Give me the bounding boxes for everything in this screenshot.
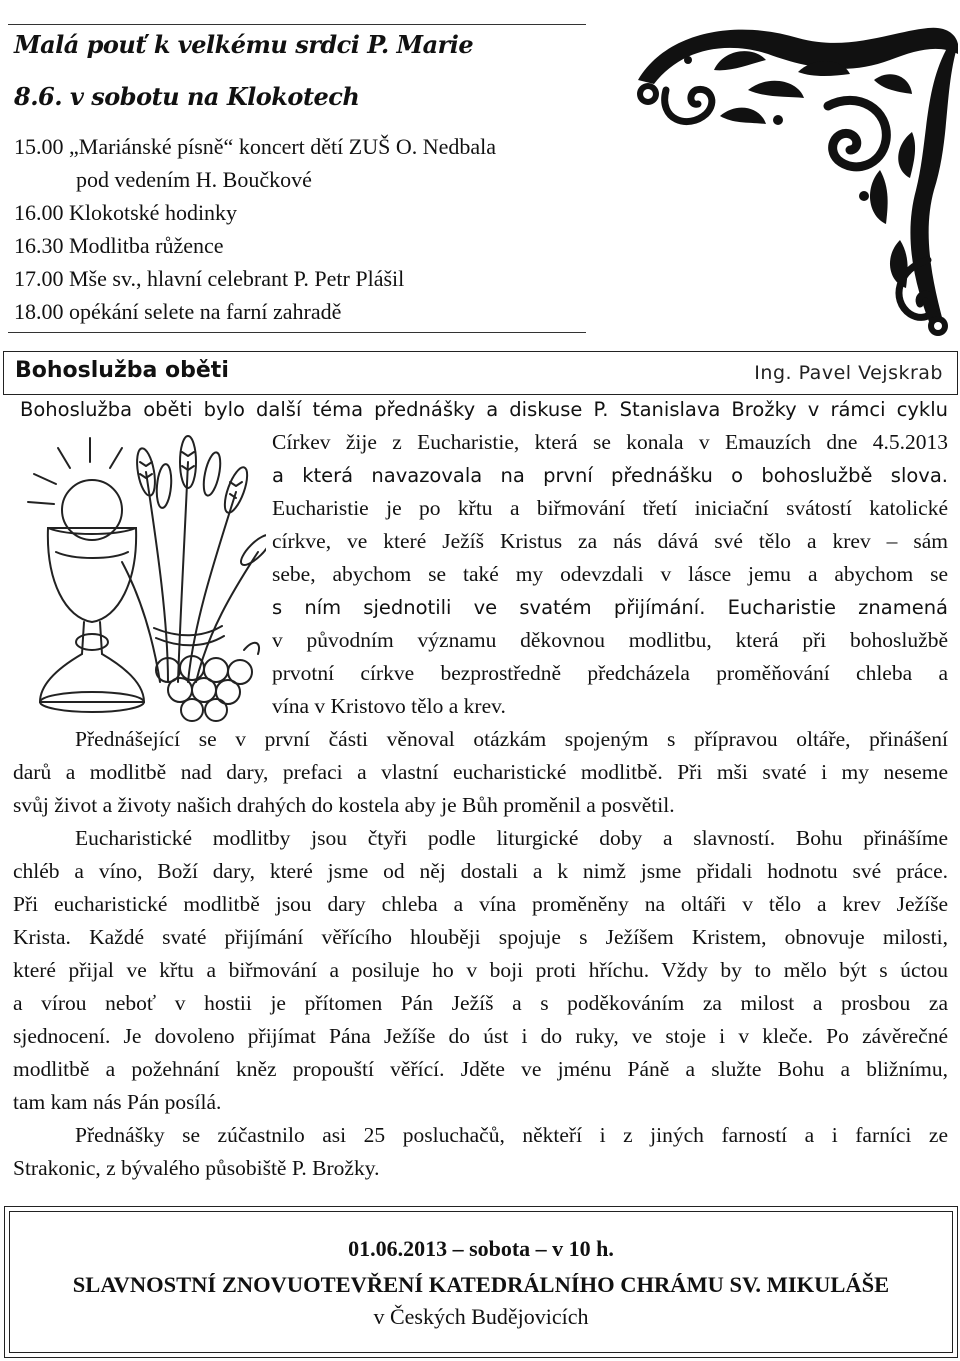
- section-header: [3, 351, 958, 395]
- article-line: církve, ve které Ježíš Kristus za nás dává své tělo a krev – sám: [272, 529, 948, 553]
- program-item: 15.00 „Mariánské písně“ koncert dětí ZUŠ O. Nedbala: [14, 134, 497, 159]
- program-item: 17.00 Mše sv., hlavní celebrant P. Petr Plášil: [14, 266, 405, 291]
- program-item: 18.00 opékání selete na farní zahradě: [14, 299, 342, 324]
- article-line: Církev žije z Eucharistie, která se konala v Emauzích dne 4.5.2013: [272, 430, 948, 454]
- article-line: svůj život a životy našich drahých do kostela aby je Bůh proměnil a posvětil.: [13, 793, 675, 817]
- article-line: Přednášející se v první části věnoval otázkám spojeným s přípravou oltáře, přinášení: [75, 727, 948, 751]
- article-line: darů a modlitbě nad dary, prefaci a vlastní eucharistické modlitbě. Při mši svaté i my neseme: [13, 760, 948, 784]
- article-line: a vírou neboť v hostii je přítomen Pán Ježíš a s poděkováním za milost a prosbou za: [13, 991, 948, 1015]
- section-author: Ing. Pavel Vejskrab: [754, 362, 943, 384]
- program-item: 16.00 Klokotské hodinky: [14, 200, 238, 225]
- article-line: Eucharistie je po křtu a biřmování třetí iniciační svátostí katolické: [272, 496, 948, 520]
- program-item: 16.30 Modlitba růžence: [14, 233, 224, 258]
- event-title: Malá pouť k velkému srdci P. Marie: [14, 30, 474, 59]
- article-line: Krista. Každé svaté přijímání věřícího hlouběji spojuje s Ježíšem Kristem, obnovuje milosti,: [13, 925, 948, 949]
- article-line: sebe, abychom se také my odevzdali v lásce jemu a abychom se: [272, 562, 948, 586]
- article-line: Strakonic, z bývalého působiště P. Brožky.: [13, 1156, 380, 1180]
- article-line: sjednocení. Je dovoleno přijímat Pána Ježíše do úst i do ruky, ve stoje i v kleče. Po závěrečné: [13, 1024, 948, 1048]
- announcement-headline: SLAVNOSTNÍ ZNOVUOTEVŘENÍ KATEDRÁLNÍHO CHRÁMU SV. MIKULÁŠE: [72, 1272, 890, 1297]
- article-line: prvotní církve bezprostředně předcházela proměňování chleba a: [272, 661, 948, 685]
- corner-flourish-icon: [628, 20, 960, 338]
- article-line: chléb a víno, Boží dary, které jsme od něj dostali a k nimž jsme přidali hodnotu své práce.: [13, 859, 948, 883]
- section-title: Bohoslužba oběti: [15, 358, 229, 383]
- article-line: s ním sjednotili ve svatém přijímání. Eucharistie znamená: [272, 596, 948, 619]
- article-line: Eucharistické modlitby jsou čtyři podle liturgické doby a slavností. Bohu přinášíme: [75, 826, 948, 850]
- article-line: Při eucharistické modlitbě jsou dary chleba a vína proměněny na oltáři v tělo a krev Ježíše: [13, 892, 948, 916]
- article-line: modlitbě a požehnání kněz propouští věřící. Jděte ve jménu Páně a služte Bohu a bližnímu,: [13, 1057, 948, 1081]
- article-line: tam kam nás Pán posílá.: [13, 1090, 222, 1114]
- article-line: a která navazovala na první přednášku o bohoslužbě slova.: [272, 464, 948, 487]
- announcement-place: v Českých Budějovicích: [373, 1304, 589, 1329]
- article-line: které přijal ve křtu a biřmování a posiluje ho v boji proti hříchu. Vždy by to mělo být s úctou: [13, 958, 948, 982]
- chalice-wheat-grapes-icon: [18, 432, 266, 724]
- announcement-box: [4, 1206, 958, 1358]
- program-item-continuation: [14, 163, 312, 196]
- announcement-date: 01.06.2013 – sobota – v 10 h.: [348, 1236, 614, 1261]
- top-rule: [8, 24, 586, 25]
- mid-rule: [8, 332, 586, 333]
- article-line: vína v Kristovo tělo a krev.: [272, 694, 506, 718]
- article-line: Přednášky se zúčastnilo asi 25 posluchačů, někteří i z jiných farností a i farníci ze: [75, 1123, 948, 1147]
- event-subtitle: 8.6. v sobotu na Klokotech: [14, 82, 360, 111]
- program-item-indent: pod vedením H. Boučkové: [76, 167, 312, 192]
- article-line: Bohoslužba oběti bylo další téma přednášky a diskuse P. Stanislava Brožky v rámci cyklu: [20, 398, 948, 421]
- article-line: v původním významu děkovnou modlitbu, která při bohoslužbě: [272, 628, 948, 652]
- announcement-inner-frame: [9, 1211, 953, 1353]
